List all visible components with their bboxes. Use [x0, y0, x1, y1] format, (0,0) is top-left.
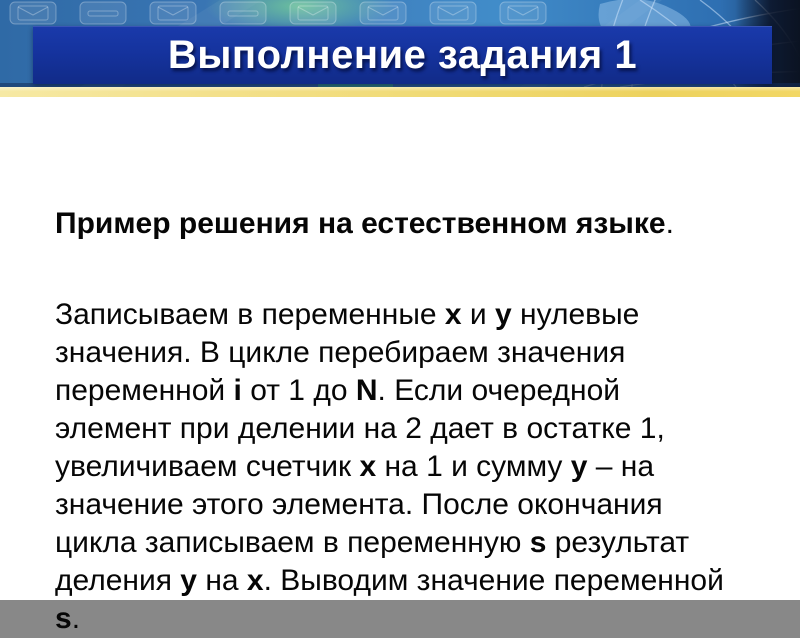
bold-term: s — [529, 526, 547, 559]
text-line — [55, 600, 724, 638]
text-segment: элемент при делении на 2 дает в остатке 1, — [55, 412, 665, 445]
text-line — [55, 372, 724, 410]
text-segment: и — [461, 298, 496, 331]
title-banner — [33, 26, 772, 84]
body-text — [55, 296, 724, 638]
text-segment: на 1 и сумму — [376, 450, 571, 483]
text-segment: деления — [55, 564, 181, 597]
bold-term: x — [359, 450, 377, 483]
bold-term: y — [495, 298, 512, 331]
subtitle — [55, 205, 674, 243]
bold-term: y — [180, 564, 197, 597]
text-line — [55, 486, 724, 524]
bold-term: x — [444, 298, 462, 331]
text-line — [55, 334, 724, 372]
bold-term: y — [570, 450, 588, 483]
text-line — [55, 410, 724, 448]
text-line — [55, 524, 724, 562]
text-segment: нулевые — [511, 298, 640, 331]
text-segment: цикла записываем в переменную — [55, 526, 530, 559]
bold-term: i — [233, 374, 242, 407]
text-line — [55, 562, 724, 600]
text-segment: результат — [546, 526, 690, 559]
text-line — [55, 448, 724, 486]
bold-term: x — [246, 564, 264, 597]
bold-term: N — [355, 374, 378, 407]
text-segment: переменной — [55, 374, 234, 407]
text-segment: на — [196, 564, 247, 597]
slide-header — [0, 0, 800, 97]
slide-title: Выполнение задания 1 — [167, 32, 638, 77]
text-segment: значение этого элемента. После окончания — [55, 488, 663, 521]
text-segment: . Если очередной — [377, 374, 621, 407]
text-segment: увеличиваем счетчик — [55, 450, 360, 483]
text-line — [55, 296, 724, 334]
text-segment: . Выводим значение переменной — [263, 564, 724, 597]
text-segment: . — [71, 602, 81, 635]
bold-term: s — [55, 602, 72, 635]
text-segment: Записываем в переменные — [55, 298, 445, 331]
slide-content — [0, 97, 800, 635]
gold-divider — [0, 87, 800, 97]
text-segment: от 1 до — [241, 374, 356, 407]
text-segment: значения. В цикле перебираем значения — [55, 336, 626, 369]
text-segment: – на — [587, 450, 655, 483]
text-segment: . — [665, 207, 674, 240]
bold-term: Пример решения на естественном языке — [55, 207, 666, 240]
